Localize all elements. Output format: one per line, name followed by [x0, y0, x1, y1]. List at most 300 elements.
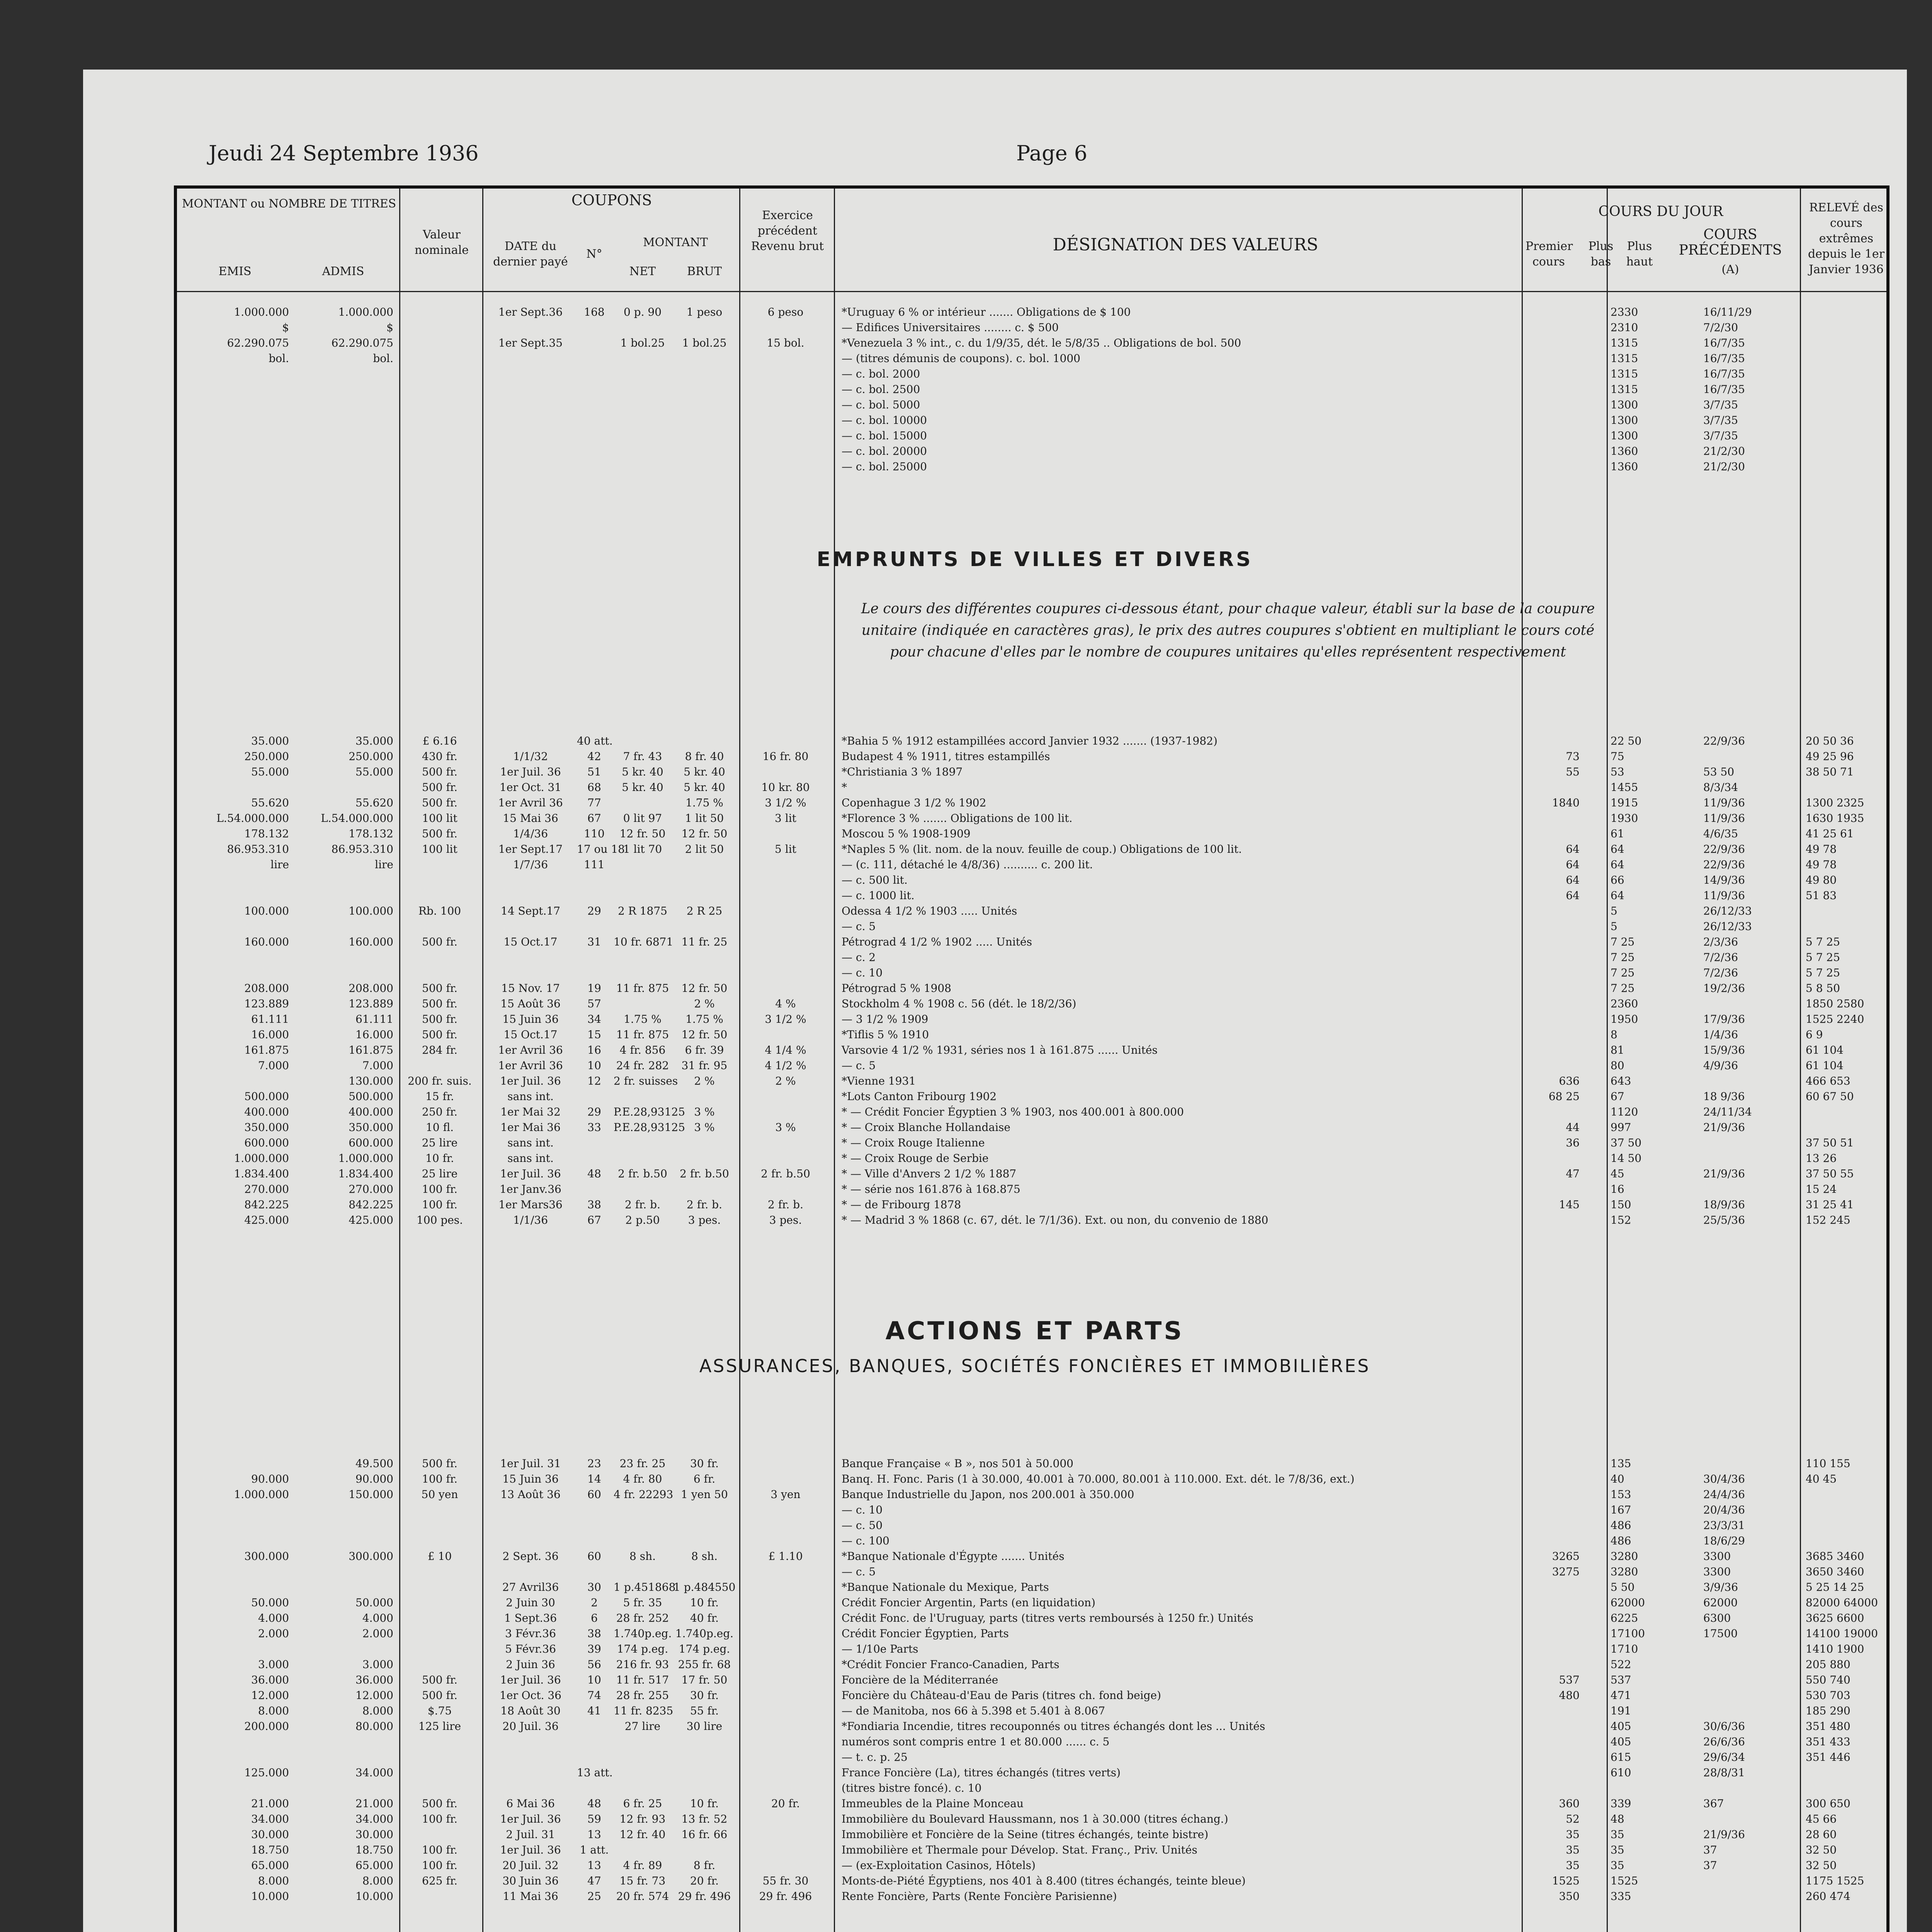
cell-premier-cours: 36	[1566, 1136, 1580, 1149]
cell-brut: 2 lit 50	[685, 843, 724, 855]
cell-number: 33	[587, 1121, 601, 1134]
cell-emis: 8.000	[258, 1704, 289, 1717]
cell-designation: *Banque Nationale d'Égypte ....... Unités	[842, 1550, 1065, 1563]
cell-cours-precedent-date: 30/4/36	[1703, 1473, 1745, 1485]
cell-admis: 8.000	[362, 1874, 393, 1887]
block-emprunts	[177, 733, 1893, 1228]
cell-number: 34	[587, 1013, 601, 1026]
cell-designation: — (titres démunis de coupons). c. bol. 1000	[842, 352, 1080, 365]
table-row	[177, 1166, 1893, 1182]
cell-emis: 86.953.310	[227, 843, 289, 855]
cell-cours-precedent-date: 22/9/36	[1703, 843, 1745, 855]
cell-valeur: 100 fr.	[422, 1198, 457, 1211]
cell-number: 60	[587, 1550, 601, 1563]
table-row	[177, 826, 1893, 842]
cell-designation: — c. 2	[842, 951, 876, 964]
cell-exercice: 4 %	[775, 997, 796, 1010]
cell-emis: 842.225	[244, 1198, 289, 1211]
table-row	[177, 1456, 1893, 1471]
cell-designation: — (ex-Exploitation Casinos, Hôtels)	[842, 1859, 1036, 1872]
section-title-emprunts: EMPRUNTS DE VILLES ET DIVERS	[816, 548, 1253, 571]
table-row	[177, 1182, 1893, 1197]
cell-designation: *Bahia 5 % 1912 estampillées accord Janvier 1932 ....... (1937-1982)	[842, 735, 1218, 747]
cell-valeur: 500 fr.	[422, 1028, 457, 1041]
cell-designation: *Vienne 1931	[842, 1075, 916, 1087]
cell-cours-precedent: 35	[1611, 1828, 1624, 1841]
cell-net: 28 fr. 252	[616, 1612, 669, 1624]
cell-brut: 1 lit 50	[685, 812, 724, 825]
cell-emis: 8.000	[258, 1874, 289, 1887]
table-row	[177, 459, 1893, 474]
cell-premier-cours: 360	[1559, 1797, 1580, 1810]
table-row	[177, 1827, 1893, 1842]
table-row	[177, 733, 1893, 749]
table-row	[177, 1197, 1893, 1213]
cell-date: 1er Avril 36	[498, 796, 563, 809]
cell-valeur: 125 lire	[418, 1720, 461, 1733]
header-cours-precedents-note: (A)	[1721, 263, 1739, 276]
cell-admis: lire	[375, 858, 393, 871]
cell-date: 20 Juil. 36	[502, 1720, 559, 1733]
cell-releve: 205 880	[1806, 1658, 1850, 1671]
cell-cours-precedent: 45	[1611, 1167, 1624, 1180]
cell-valeur: 500 fr.	[422, 1673, 457, 1686]
cell-cours-precedent: 167	[1611, 1503, 1631, 1516]
cell-number: 38	[587, 1198, 601, 1211]
cell-valeur: 10 fl.	[425, 1121, 454, 1134]
cell-cours-precedent: 1950	[1611, 1013, 1638, 1026]
cell-designation: Pétrograd 5 % 1908	[842, 982, 951, 995]
cell-number: 14	[587, 1473, 601, 1485]
cell-releve: 37 50 51	[1806, 1136, 1854, 1149]
cell-valeur: 10 fr.	[425, 1152, 454, 1165]
cell-admis: 1.834.400	[338, 1167, 393, 1180]
cell-cours-precedent-date: 18/9/36	[1703, 1198, 1745, 1211]
cell-number: 67	[587, 1214, 601, 1226]
cell-net: 28 fr. 255	[616, 1689, 669, 1702]
cell-premier-cours: 47	[1566, 1167, 1580, 1180]
cell-exercice: £ 1.10	[768, 1550, 803, 1563]
cell-brut: 40 fr.	[690, 1612, 719, 1624]
cell-cours-precedent-date: 3300	[1703, 1550, 1731, 1563]
cell-cours-precedent: 16	[1611, 1183, 1624, 1196]
cell-valeur: 500 fr.	[422, 765, 457, 778]
header-coupons: COUPONS	[571, 192, 652, 209]
cell-designation: — t. c. p. 25	[842, 1751, 908, 1764]
cell-designation: — c. 1000 lit.	[842, 889, 915, 902]
cell-number: 40 att.	[577, 735, 613, 747]
cell-premier-cours: 55	[1566, 765, 1580, 778]
cell-designation: *Venezuela 3 % int., c. du 1/9/35, dét. le 5/8/35 .. Obligations de bol. 500	[842, 337, 1242, 349]
cell-emis: 55.000	[251, 765, 289, 778]
cell-emis: L.54.000.000	[216, 812, 289, 825]
cell-premier-cours: 35	[1566, 1844, 1580, 1856]
cell-cours-precedent: 62000	[1611, 1596, 1645, 1609]
table-row	[177, 1043, 1893, 1058]
table-row	[177, 382, 1893, 397]
cell-emis: 200.000	[244, 1720, 289, 1733]
cell-date: 14 Sept.17	[501, 905, 560, 917]
cell-designation: Copenhague 3 1/2 % 1902	[842, 796, 986, 809]
cell-designation: Immeubles de la Plaine Monceau	[842, 1797, 1024, 1810]
cell-date: 1er Avril 36	[498, 1059, 563, 1072]
cell-brut: 8 fr.	[693, 1859, 716, 1872]
table-row	[177, 1012, 1893, 1027]
cell-cours-precedent: 7 25	[1611, 951, 1635, 964]
table-row	[177, 1657, 1893, 1672]
cell-admis: 12.000	[355, 1689, 393, 1702]
cell-cours-precedent-date: 23/3/31	[1703, 1519, 1745, 1532]
cell-date: 1/7/36	[513, 858, 548, 871]
cell-cours-precedent-date: 21/2/30	[1703, 460, 1745, 473]
cell-cours-precedent: 1315	[1611, 352, 1638, 365]
cell-number: 168	[584, 306, 605, 318]
cell-valeur: 15 fr.	[425, 1090, 454, 1103]
cell-brut: 5 kr. 40	[684, 781, 725, 794]
cell-emis: 300.000	[244, 1550, 289, 1563]
cell-releve: 32 50	[1806, 1844, 1837, 1856]
cell-releve: 82000 64000	[1806, 1596, 1878, 1609]
cell-valeur: £ 6.16	[422, 735, 457, 747]
table-row	[177, 1750, 1893, 1765]
header-net: NET	[629, 265, 656, 278]
cell-releve: 351 433	[1806, 1735, 1850, 1748]
table-row	[177, 1564, 1893, 1580]
cell-cours-precedent-date: 6300	[1703, 1612, 1731, 1624]
table-row	[177, 428, 1893, 444]
cell-releve: 15 24	[1806, 1183, 1837, 1196]
cell-releve: 1630 1935	[1806, 812, 1864, 825]
cell-releve: 49 80	[1806, 874, 1837, 886]
cell-cours-precedent-date: 19/2/36	[1703, 982, 1745, 995]
cell-number: 13 att.	[577, 1766, 613, 1779]
cell-brut: 55 fr.	[690, 1704, 719, 1717]
table-row	[177, 934, 1893, 950]
table-row	[177, 1580, 1893, 1595]
cell-net: 12 fr. 40	[619, 1828, 666, 1841]
cell-designation: — c. bol. 10000	[842, 414, 927, 427]
cell-brut: 5 kr. 40	[684, 765, 725, 778]
cell-net: 11 fr. 517	[616, 1673, 669, 1686]
cell-designation: — de Manitoba, nos 66 à 5.398 et 5.401 à 8.067	[842, 1704, 1105, 1717]
cell-releve: 5 7 25	[1806, 951, 1840, 964]
cell-exercice: 3 1/2 %	[765, 796, 806, 809]
cell-net: P.E.28,93125	[614, 1121, 685, 1134]
cell-premier-cours: 537	[1559, 1673, 1580, 1686]
cell-date: 1er Juil. 36	[500, 1075, 561, 1087]
cell-admis: 600.000	[349, 1136, 393, 1149]
table-row	[177, 764, 1893, 780]
cell-cours-precedent: 405	[1611, 1735, 1631, 1748]
cell-designation: — c. 10	[842, 1503, 883, 1516]
table-row	[177, 1549, 1893, 1564]
cell-number: 15	[587, 1028, 601, 1041]
cell-brut: 17 fr. 50	[681, 1673, 728, 1686]
cell-valeur: 500 fr.	[422, 796, 457, 809]
cell-releve: 40 45	[1806, 1473, 1837, 1485]
cell-admis: 61.111	[355, 1013, 393, 1026]
cell-cours-precedent: 1360	[1611, 460, 1638, 473]
table-row	[177, 304, 1893, 320]
cell-valeur: 500 fr.	[422, 1457, 457, 1470]
cell-cours-precedent: 81	[1611, 1044, 1624, 1056]
cell-cours-precedent: 7 25	[1611, 966, 1635, 979]
cell-date: sans int.	[507, 1136, 554, 1149]
cell-date: 2 Juin 30	[506, 1596, 555, 1609]
cell-designation: * — de Fribourg 1878	[842, 1198, 961, 1211]
cell-valeur: 100 lit	[422, 812, 457, 825]
cell-cours-precedent: 3280	[1611, 1550, 1638, 1563]
cell-admis: 300.000	[349, 1550, 393, 1563]
cell-emis: 1.000.000	[234, 1488, 289, 1501]
cell-emis: 125.000	[244, 1766, 289, 1779]
cell-designation: Budapest 4 % 1911, titres estampillés	[842, 750, 1050, 763]
cell-net: 24 fr. 282	[616, 1059, 669, 1072]
cell-number: 41	[587, 1704, 601, 1717]
cell-number: 31	[587, 935, 601, 948]
cell-designation: Foncière du Château-d'Eau de Paris (titres ch. fond beige)	[842, 1689, 1161, 1702]
cell-cours-precedent: 48	[1611, 1813, 1624, 1825]
cell-designation: Banque Industrielle du Japon, nos 200.001 à 350.000	[842, 1488, 1134, 1501]
cell-designation: Banque Française « B », nos 501 à 50.000	[842, 1457, 1073, 1470]
cell-brut: 8 sh.	[691, 1550, 718, 1563]
cell-date: 30 Juin 36	[502, 1874, 559, 1887]
header-date: DATE du dernier payé	[493, 240, 568, 269]
cell-date: 1er Avril 36	[498, 1044, 563, 1056]
cell-date: 15 Juin 36	[502, 1013, 559, 1026]
cell-cours-precedent: 615	[1611, 1751, 1631, 1764]
table-row	[177, 996, 1893, 1012]
cell-emis: 50.000	[251, 1596, 289, 1609]
cell-designation: Varsovie 4 1/2 % 1931, séries nos 1 à 161.875 ...... Unités	[842, 1044, 1158, 1056]
cell-cours-precedent: 37 50	[1611, 1136, 1642, 1149]
cell-brut: 2 %	[694, 1075, 715, 1087]
cell-cours-precedent: 471	[1611, 1689, 1631, 1702]
header-page-number: Page 6	[1016, 141, 1088, 165]
cell-cours-precedent-date: 11/9/36	[1703, 889, 1745, 902]
cell-number: 74	[587, 1689, 601, 1702]
cell-emis: bol.	[269, 352, 289, 365]
cell-date: 2 Sept. 36	[502, 1550, 559, 1563]
cell-valeur: 100 pes.	[416, 1214, 463, 1226]
cell-admis: 400.000	[349, 1105, 393, 1118]
cell-number: 10	[587, 1673, 601, 1686]
cell-date: 1er Oct. 36	[500, 1689, 561, 1702]
cell-date: 1er Sept.35	[498, 337, 563, 349]
cell-cours-precedent-date: 28/8/31	[1703, 1766, 1745, 1779]
cell-designation: Stockholm 4 % 1908 c. 56 (dét. le 18/2/36)	[842, 997, 1077, 1010]
cell-cours-precedent-date: 21/2/30	[1703, 445, 1745, 457]
cell-number: 48	[587, 1797, 601, 1810]
cell-number: 10	[587, 1059, 601, 1072]
cell-date: 15 Oct.17	[503, 1028, 558, 1041]
cell-net: 11 fr. 875	[616, 982, 669, 995]
cell-valeur: 50 yen	[421, 1488, 458, 1501]
cell-premier-cours: 1525	[1552, 1874, 1580, 1887]
cell-brut: 30 fr.	[690, 1689, 719, 1702]
cell-date: 1/1/32	[513, 750, 548, 763]
cell-number: 30	[587, 1581, 601, 1594]
cell-date: 20 Juil. 32	[502, 1859, 559, 1872]
cell-date: 1er Juil. 31	[500, 1457, 561, 1470]
cell-valeur: £ 10	[427, 1550, 452, 1563]
cell-cours-precedent: 335	[1611, 1890, 1631, 1903]
header-emis: EMIS	[218, 265, 252, 278]
table-row	[177, 965, 1893, 981]
cell-designation: Moscou 5 % 1908-1909	[842, 827, 971, 840]
cell-cours-precedent: 643	[1611, 1075, 1631, 1087]
table-row	[177, 981, 1893, 996]
cell-exercice: 3 yen	[770, 1488, 801, 1501]
cell-net: 2 p.50	[625, 1214, 660, 1226]
cell-net: 4 fr. 89	[623, 1859, 662, 1872]
table-row	[177, 1135, 1893, 1151]
cell-brut: 2 fr. b.50	[680, 1167, 729, 1180]
cell-releve: 20 50 36	[1806, 735, 1854, 747]
cell-net: 8 sh.	[629, 1550, 656, 1563]
table-row	[177, 335, 1893, 351]
cell-brut: 3 %	[694, 1121, 715, 1134]
cell-net: 216 fr. 93	[616, 1658, 669, 1671]
table-row	[177, 1502, 1893, 1518]
cell-number: 1 att.	[580, 1844, 609, 1856]
cell-date: 1er Sept.17	[498, 843, 563, 855]
cell-number: 23	[587, 1457, 601, 1470]
cell-cours-precedent-date: 3/7/35	[1703, 398, 1738, 411]
cell-cours-precedent-date: 3/9/36	[1703, 1581, 1738, 1594]
cell-valeur: 500 fr.	[422, 827, 457, 840]
cell-emis: 18.750	[251, 1844, 289, 1856]
cell-date: 27 Avril36	[502, 1581, 559, 1594]
cell-brut: 3 pes.	[688, 1214, 721, 1226]
cell-emis: 100.000	[244, 905, 289, 917]
section-title-assurances: ASSURANCES, BANQUES, SOCIÉTÉS FONCIÈRES ET IMMOBILIÈRES	[699, 1355, 1371, 1376]
cell-designation: *Christiania 3 % 1897	[842, 765, 963, 778]
cell-net: 1 p.451868	[614, 1581, 676, 1594]
cell-cours-precedent: 7 25	[1611, 982, 1635, 995]
cell-cours-precedent: 1710	[1611, 1643, 1638, 1655]
cell-exercice: 15 bol.	[767, 337, 804, 349]
cell-releve: 300 650	[1806, 1797, 1850, 1810]
cell-date: 2 Juin 36	[506, 1658, 555, 1671]
table-row	[177, 749, 1893, 764]
cell-exercice: 16 fr. 80	[762, 750, 809, 763]
cell-designation: Crédit Fonc. de l'Uruguay, parts (titres verts remboursés à 1250 fr.) Unités	[842, 1612, 1253, 1624]
cell-valeur: 100 fr.	[422, 1844, 457, 1856]
header-premier: Premier cours	[1526, 240, 1573, 269]
cell-designation: *Lots Canton Fribourg 1902	[842, 1090, 997, 1103]
cell-number: 111	[584, 858, 605, 871]
cell-designation: — c. bol. 5000	[842, 398, 920, 411]
cell-premier-cours: 73	[1566, 750, 1580, 763]
cell-exercice: 2 fr. b.50	[761, 1167, 810, 1180]
cell-releve: 110 155	[1806, 1457, 1850, 1470]
cell-number: 2	[591, 1596, 598, 1609]
cell-emis: 270.000	[244, 1183, 289, 1196]
cell-date: 1er Juil. 36	[500, 1813, 561, 1825]
cell-admis: 4.000	[362, 1612, 393, 1624]
cell-designation: Immobilière et Thermale pour Dévelop. Stat. Franç., Priv. Unités	[842, 1844, 1197, 1856]
table-row	[177, 320, 1893, 335]
cell-cours-precedent: 610	[1611, 1766, 1631, 1779]
cell-cours-precedent: 80	[1611, 1059, 1624, 1072]
cell-brut: 1.740p.eg.	[675, 1627, 734, 1640]
cell-emis: 34.000	[251, 1813, 289, 1825]
cell-date: 11 Mai 36	[503, 1890, 558, 1903]
cell-emis: 30.000	[251, 1828, 289, 1841]
cell-designation: *	[842, 781, 847, 794]
block-uruguay-venezuela	[177, 304, 1893, 474]
table-row	[177, 1533, 1893, 1549]
table-row	[177, 919, 1893, 934]
cell-admis: 100.000	[349, 905, 393, 917]
cell-releve: 5 8 50	[1806, 982, 1840, 995]
cell-releve: 260 474	[1806, 1890, 1850, 1903]
cell-designation: — c. 100	[842, 1534, 889, 1547]
cell-releve: 49 25 96	[1806, 750, 1854, 763]
cell-valeur: 250 fr.	[422, 1105, 457, 1118]
cell-emis: 21.000	[251, 1797, 289, 1810]
cell-brut: 1.75 %	[685, 796, 723, 809]
header-designation: DÉSIGNATION DES VALEURS	[1053, 235, 1318, 255]
cell-cours-precedent: 75	[1611, 750, 1624, 763]
cell-brut: 8 fr. 40	[685, 750, 724, 763]
cell-cours-precedent-date: 2/3/36	[1703, 935, 1738, 948]
cell-releve: 37 50 55	[1806, 1167, 1854, 1180]
cell-admis: 1.000.000	[338, 1152, 393, 1165]
cell-releve: 1850 2580	[1806, 997, 1864, 1010]
cell-number: 38	[587, 1627, 601, 1640]
cell-releve: 5 25 14 25	[1806, 1581, 1864, 1594]
cell-number: 13	[587, 1828, 601, 1841]
cell-net: 0 lit 97	[623, 812, 662, 825]
cell-net: 1 bol.25	[620, 337, 665, 349]
cell-admis: 161.875	[349, 1044, 393, 1056]
cell-brut: 30 fr.	[690, 1457, 719, 1470]
cell-admis: 208.000	[349, 982, 393, 995]
cell-releve: 28 60	[1806, 1828, 1837, 1841]
cell-exercice: 6 peso	[767, 306, 804, 318]
cell-net: 4 fr. 22293	[614, 1488, 673, 1501]
cell-emis: 425.000	[244, 1214, 289, 1226]
cell-designation: * — Croix Rouge de Serbie	[842, 1152, 989, 1165]
cell-premier-cours: 64	[1566, 889, 1580, 902]
cell-brut: 12 fr. 50	[681, 1028, 728, 1041]
cell-designation: Crédit Foncier Argentin, Parts (en liquidation)	[842, 1596, 1095, 1609]
cell-emis: $	[282, 321, 289, 334]
cell-date: 1er Juil. 36	[500, 1844, 561, 1856]
cell-date: 15 Août 36	[500, 997, 561, 1010]
header-valeur: Valeur nominale	[415, 228, 469, 257]
cell-cours-precedent: 1300	[1611, 398, 1638, 411]
cell-cours-precedent: 22 50	[1611, 735, 1642, 747]
cell-releve: 14100 19000	[1806, 1627, 1878, 1640]
cell-emis: 62.290.075	[227, 337, 289, 349]
cell-exercice: 4 1/2 %	[765, 1059, 806, 1072]
cell-cours-precedent: 40	[1611, 1473, 1624, 1485]
cell-releve: 5 7 25	[1806, 966, 1840, 979]
cell-releve: 152 245	[1806, 1214, 1850, 1226]
cell-premier-cours: 145	[1559, 1198, 1580, 1211]
cell-valeur: 100 fr.	[422, 1183, 457, 1196]
cell-cours-precedent: 8	[1611, 1028, 1617, 1041]
cell-date: 1 Sept.36	[504, 1612, 557, 1624]
cell-admis: 2.000	[362, 1627, 393, 1640]
table-row	[177, 1626, 1893, 1641]
cell-admis: 65.000	[355, 1859, 393, 1872]
cell-brut: 12 fr. 50	[681, 827, 728, 840]
cell-date: 1er Juil. 36	[500, 1167, 561, 1180]
